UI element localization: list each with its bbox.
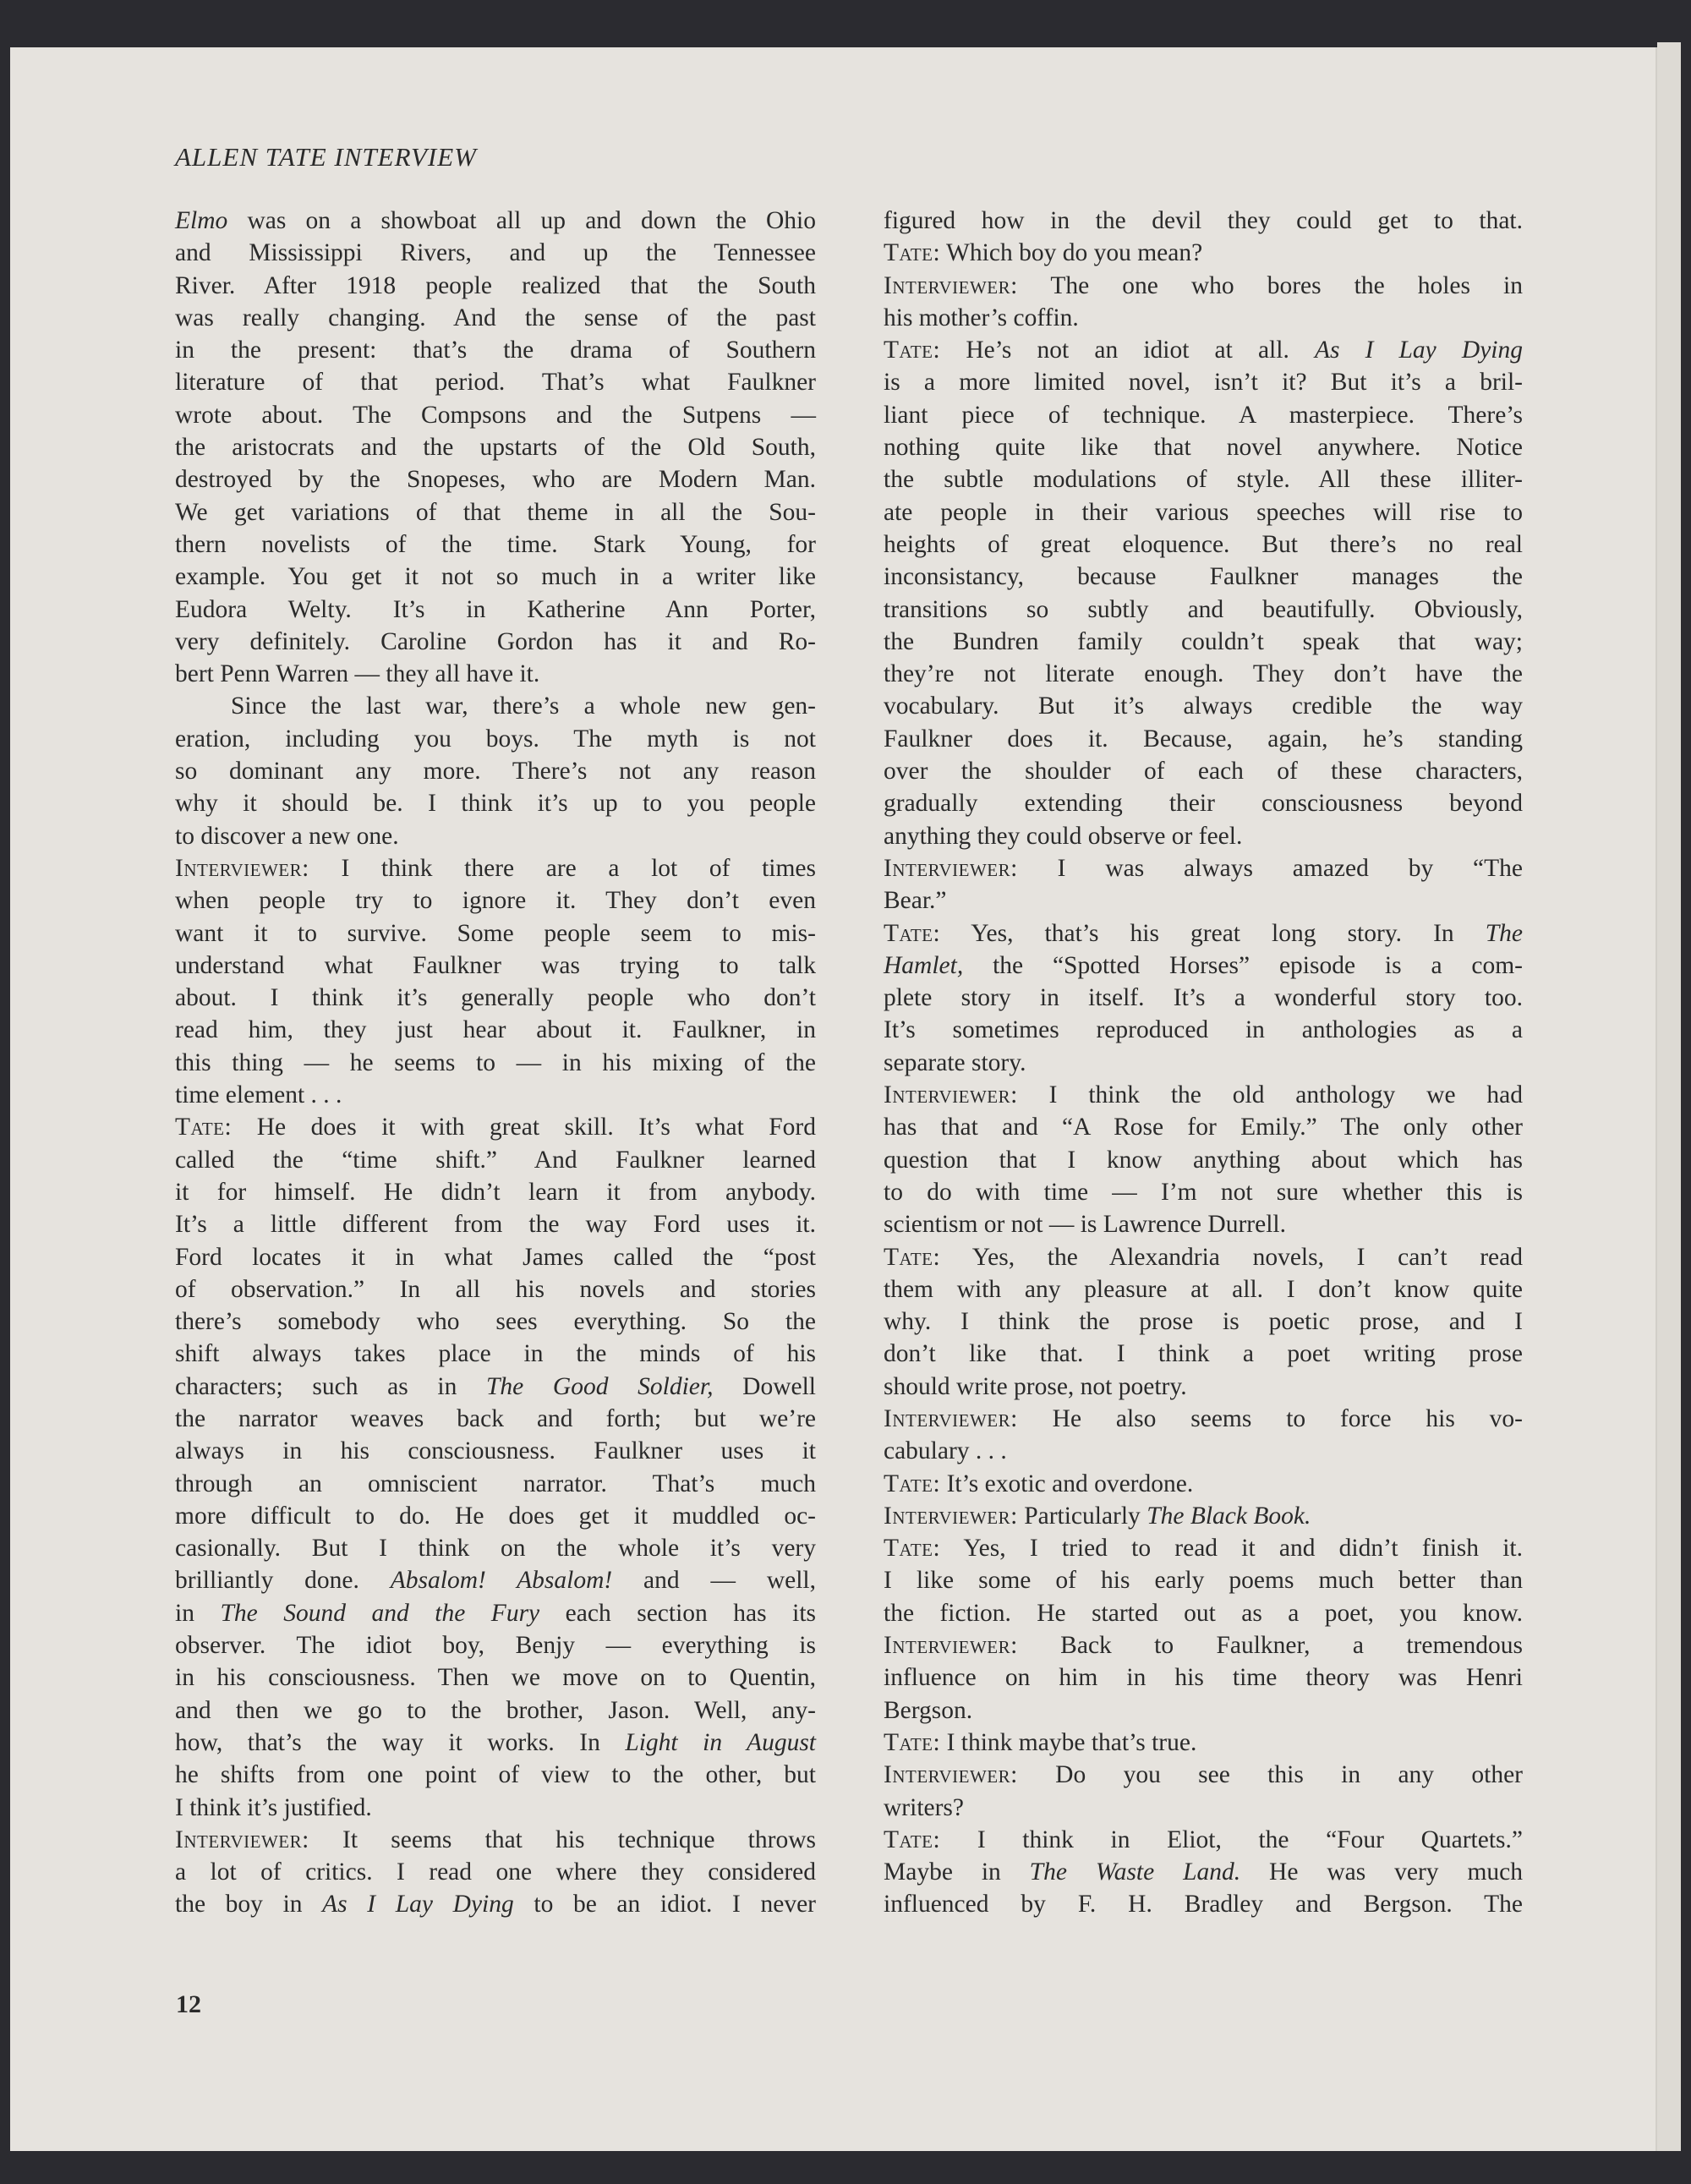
italic-title: As I Lay Dying	[1314, 337, 1523, 364]
text-run: transitions so subtly and beautifully. Obviously,	[884, 595, 1523, 623]
text-run: Bergson.	[884, 1696, 973, 1724]
speaker-label: Tate:	[175, 1114, 233, 1141]
text-run: Ford locates it in what James called the “post	[175, 1243, 816, 1271]
text-line	[884, 1564, 1523, 1596]
text-line	[175, 1759, 816, 1791]
text-line	[884, 561, 1523, 593]
page-number: 12	[176, 1990, 201, 2018]
text-line	[175, 1208, 816, 1240]
text-line	[175, 852, 816, 884]
text-line	[884, 723, 1523, 755]
text-line	[175, 1371, 816, 1403]
text-run: Do you see this in any other	[1017, 1761, 1523, 1789]
text-line	[175, 982, 816, 1014]
text-line	[175, 1597, 816, 1629]
text-run: cabulary . . .	[884, 1437, 1007, 1465]
text-line	[884, 1468, 1523, 1500]
text-line	[884, 1371, 1523, 1403]
text-line	[175, 1792, 816, 1824]
text-run: He’s not an idiot at all.	[940, 337, 1315, 364]
text-line	[175, 1824, 816, 1856]
text-line	[884, 1694, 1523, 1727]
text-line	[884, 1305, 1523, 1338]
text-run: nothing quite like that novel anywhere. Notice	[884, 434, 1523, 462]
text-run: when people try to ignore it. They don’t even	[175, 887, 816, 915]
text-run: through an omniscient narrator. That’s much	[175, 1470, 816, 1497]
text-run: I think there are a lot of times	[309, 854, 816, 882]
italic-title: The Waste Land.	[1029, 1858, 1241, 1886]
italic-title: The	[1485, 919, 1523, 947]
text-line	[884, 1079, 1523, 1111]
running-header: ALLEN TATE INTERVIEW	[175, 142, 478, 172]
text-run: writers?	[884, 1793, 965, 1821]
text-line	[884, 1208, 1523, 1240]
text-line	[884, 205, 1523, 237]
text-line	[884, 463, 1523, 495]
text-line	[175, 917, 816, 950]
text-run: should write prose, not poetry.	[884, 1372, 1187, 1400]
text-run: gradually extending their consciousness beyond	[884, 790, 1523, 818]
text-line	[175, 658, 816, 690]
text-run: each section has its	[539, 1599, 816, 1627]
text-line	[884, 982, 1523, 1014]
text-run: more difficult to do. He does get it muddled oc-	[175, 1502, 816, 1530]
text-run: the aristocrats and the upstarts of the Old South,	[175, 434, 816, 462]
text-line	[175, 1532, 816, 1564]
text-run: has that and “A Rose for Emily.” The only other	[884, 1114, 1523, 1141]
text-run: understand what Faulkner was trying to talk	[175, 951, 816, 979]
text-run: the fiction. He started out as a poet, you know.	[884, 1599, 1523, 1627]
text-line	[175, 1435, 816, 1467]
text-line	[175, 528, 816, 561]
text-line	[884, 884, 1523, 917]
text-run: the boy in	[175, 1891, 323, 1919]
speaker-label: Interviewer:	[175, 1825, 309, 1853]
text-run: in	[175, 1599, 221, 1627]
speaker-label: Tate:	[884, 1470, 941, 1497]
text-run: eration, including you boys. The myth is not	[175, 725, 816, 753]
text-run: there’s somebody who sees everything. So the	[175, 1308, 816, 1336]
text-run: observer. The idiot boy, Benjy — everything is	[175, 1632, 816, 1660]
text-line	[175, 270, 816, 302]
text-run: casionally. But I think on the whole it’s very	[175, 1535, 816, 1563]
text-run: Yes, that’s his great long story. In	[940, 919, 1486, 947]
text-line	[175, 205, 816, 237]
italic-title: Absalom! Absalom!	[390, 1567, 613, 1595]
text-line	[884, 1532, 1523, 1564]
text-run: and then we go to the brother, Jason. Well, any-	[175, 1696, 816, 1724]
text-line	[175, 626, 816, 658]
text-line	[175, 950, 816, 982]
text-line	[175, 1661, 816, 1694]
text-line	[175, 1273, 816, 1305]
text-line	[884, 658, 1523, 690]
text-line	[884, 626, 1523, 658]
text-line	[884, 787, 1523, 819]
text-line	[884, 1176, 1523, 1208]
text-line	[175, 561, 816, 593]
speaker-label: Tate:	[884, 919, 941, 947]
text-line	[175, 1111, 816, 1143]
text-line	[175, 1241, 816, 1273]
text-line	[884, 237, 1523, 269]
text-run: Eudora Welty. It’s in Katherine Ann Porter,	[175, 595, 816, 623]
text-run: It’s a little different from the way Ford uses it.	[175, 1211, 816, 1239]
next-page-edge	[1657, 42, 1681, 2151]
text-line	[884, 950, 1523, 982]
italic-title: Elmo	[175, 207, 228, 234]
text-run: this thing — he seems to — in his mixing of the	[175, 1048, 816, 1076]
text-run: influence on him in his time theory was Henri	[884, 1664, 1523, 1692]
text-run: want it to survive. Some people seem to mis-	[175, 919, 816, 947]
text-line	[884, 431, 1523, 463]
text-run: called the “time shift.” And Faulkner learned	[175, 1146, 816, 1174]
text-run: to be an idiot. I never	[513, 1891, 816, 1919]
text-line	[884, 496, 1523, 528]
text-line	[884, 917, 1523, 950]
text-line	[175, 334, 816, 366]
text-run: question that I know anything about which has	[884, 1146, 1523, 1174]
text-line	[884, 1661, 1523, 1694]
text-line	[884, 1435, 1523, 1467]
text-run: about. I think it’s generally people who don’t	[175, 984, 816, 1012]
text-run: Faulkner does it. Because, again, he’s standing	[884, 725, 1523, 753]
italic-title: Hamlet,	[884, 951, 964, 979]
text-run: example. You get it not so much in a writer like	[175, 563, 816, 591]
text-run: I think maybe that’s true.	[940, 1728, 1197, 1756]
text-run: River. After 1918 people realized that the South	[175, 271, 816, 299]
text-line	[175, 431, 816, 463]
text-line	[175, 1727, 816, 1759]
text-run: the Bundren family couldn’t speak that way;	[884, 627, 1523, 655]
text-line	[884, 302, 1523, 334]
text-run: separate story.	[884, 1048, 1026, 1076]
text-run: and — well,	[612, 1567, 817, 1595]
text-line	[175, 237, 816, 269]
page-gutter-line	[1655, 47, 1657, 2151]
text-run: It’s sometimes reproduced in anthologies as a	[884, 1016, 1523, 1044]
text-run: We get variations of that theme in all the Sou-	[175, 498, 816, 526]
text-run: thern novelists of the time. Stark Young, for	[175, 530, 816, 558]
text-line	[884, 594, 1523, 626]
text-line	[175, 1014, 816, 1046]
text-run: It seems that his technique throws	[309, 1825, 816, 1853]
text-run: plete story in itself. It’s a wonderful story too.	[884, 984, 1523, 1012]
text-run: the “Spotted Horses” episode is a com-	[963, 951, 1523, 979]
text-run: wrote about. The Compsons and the Sutpens —	[175, 401, 816, 429]
text-line	[884, 1144, 1523, 1176]
italic-title: The Black Book.	[1146, 1502, 1311, 1530]
text-line	[884, 820, 1523, 852]
text-line	[175, 1403, 816, 1435]
text-run: he shifts from one point of view to the other, but	[175, 1761, 816, 1789]
text-run: time element . . .	[175, 1081, 342, 1109]
text-run: He also seems to force his vo-	[1017, 1404, 1523, 1432]
text-line	[884, 1792, 1523, 1824]
text-run: inconsistancy, because Faulkner manages the	[884, 563, 1523, 591]
text-line	[884, 1273, 1523, 1305]
text-line	[175, 1144, 816, 1176]
text-run: destroyed by the Snopeses, who are Modern Man.	[175, 466, 816, 494]
text-run: brilliantly done.	[175, 1567, 391, 1595]
text-line	[884, 528, 1523, 561]
text-line	[175, 1047, 816, 1079]
text-line	[884, 1403, 1523, 1435]
text-line	[175, 1694, 816, 1727]
text-run: characters; such as in	[175, 1372, 487, 1400]
text-run: scientism or not — is Lawrence Durrell.	[884, 1211, 1286, 1239]
text-line	[175, 723, 816, 755]
text-line	[175, 1856, 816, 1888]
speaker-label: Interviewer:	[884, 1632, 1018, 1660]
text-line	[175, 787, 816, 819]
text-run: Maybe in	[884, 1858, 1030, 1886]
text-line	[175, 1079, 816, 1111]
text-line	[884, 1014, 1523, 1046]
text-run: of observation.” In all his novels and stories	[175, 1275, 816, 1303]
text-line	[175, 820, 816, 852]
text-line	[884, 334, 1523, 366]
text-run: Particularly	[1017, 1502, 1147, 1530]
text-line	[175, 884, 816, 917]
text-line	[884, 1888, 1523, 1920]
text-line	[175, 366, 816, 398]
text-run: ate people in their various speeches will rise to	[884, 498, 1523, 526]
text-line	[884, 1727, 1523, 1759]
text-line	[175, 1305, 816, 1338]
text-run: in the present: that’s the drama of Southern	[175, 337, 816, 364]
text-run: Yes, the Alexandria novels, I can’t read	[940, 1243, 1523, 1271]
text-line	[175, 1500, 816, 1532]
text-line	[175, 1468, 816, 1500]
speaker-label: Tate:	[884, 1728, 941, 1756]
text-line	[884, 1759, 1523, 1791]
speaker-label: Interviewer:	[884, 854, 1018, 882]
right-column	[884, 205, 1523, 1921]
text-line	[884, 1500, 1523, 1532]
text-line	[175, 755, 816, 787]
text-run: The one who bores the holes in	[1017, 271, 1523, 299]
text-run: It’s exotic and overdone.	[940, 1470, 1194, 1497]
text-line	[175, 1888, 816, 1920]
text-run: don’t like that. I think a poet writing prose	[884, 1340, 1523, 1368]
text-run: they’re not literate enough. They don’t have the	[884, 660, 1523, 688]
speaker-label: Tate:	[884, 1535, 941, 1563]
text-run: and Mississippi Rivers, and up the Tennessee	[175, 239, 816, 267]
text-line	[175, 302, 816, 334]
italic-title: The Good Soldier,	[486, 1372, 714, 1400]
italic-title: As I Lay Dying	[322, 1891, 514, 1919]
text-run: over the shoulder of each of these characters,	[884, 758, 1523, 785]
text-line	[884, 1338, 1523, 1370]
text-run: was really changing. And the sense of the past	[175, 304, 816, 331]
text-run: his mother’s coffin.	[884, 304, 1079, 331]
text-run: Which boy do you mean?	[940, 239, 1203, 267]
speaker-label: Interviewer:	[884, 271, 1018, 299]
text-run: it for himself. He didn’t learn it from anybody.	[175, 1178, 816, 1206]
text-run: shift always takes place in the minds of his	[175, 1340, 816, 1368]
text-line	[175, 1629, 816, 1661]
text-run: He was very much	[1240, 1858, 1523, 1886]
text-line	[175, 463, 816, 495]
text-run: Bear.”	[884, 887, 947, 915]
text-run: so dominant any more. There’s not any reason	[175, 758, 816, 785]
text-run: read him, they just hear about it. Faulkner, in	[175, 1016, 816, 1044]
text-run: I think the old anthology we had	[1017, 1081, 1523, 1109]
speaker-label: Tate:	[884, 1243, 941, 1271]
text-run: a lot of critics. I read one where they considered	[175, 1858, 816, 1886]
speaker-label: Interviewer:	[884, 1502, 1018, 1530]
text-line	[884, 1597, 1523, 1629]
text-run: Back to Faulkner, a tremendous	[1017, 1632, 1523, 1660]
text-line	[884, 399, 1523, 431]
text-line	[175, 594, 816, 626]
text-run: Since the last war, there’s a whole new gen-	[231, 692, 816, 720]
text-line	[175, 399, 816, 431]
text-line	[175, 1338, 816, 1370]
text-run: vocabulary. But it’s always credible the way	[884, 692, 1523, 720]
text-run: Dowell	[713, 1372, 816, 1400]
text-line	[175, 1564, 816, 1596]
text-line	[175, 1176, 816, 1208]
text-line	[884, 852, 1523, 884]
text-line	[884, 366, 1523, 398]
text-run: how, that’s the way it works. In	[175, 1728, 626, 1756]
text-run: liant piece of technique. A masterpiece. There’s	[884, 401, 1523, 429]
text-line	[884, 690, 1523, 722]
text-run: influenced by F. H. Bradley and Bergson. The	[884, 1891, 1523, 1919]
text-run: bert Penn Warren — they all have it.	[175, 660, 540, 688]
speaker-label: Tate:	[884, 239, 941, 267]
speaker-label: Interviewer:	[884, 1081, 1018, 1109]
speaker-label: Interviewer:	[884, 1761, 1018, 1789]
text-run: in his consciousness. Then we move on to Quentin,	[175, 1664, 816, 1692]
text-line	[175, 690, 816, 722]
text-run: figured how in the devil they could get to that.	[884, 207, 1523, 234]
text-run: anything they could observe or feel.	[884, 822, 1243, 850]
text-run: I think it’s justified.	[175, 1793, 372, 1821]
text-run: always in his consciousness. Faulkner uses it	[175, 1437, 816, 1465]
text-run: heights of great eloquence. But there’s no real	[884, 530, 1523, 558]
text-run: why it should be. I think it’s up to you people	[175, 790, 816, 818]
italic-title: The Sound and the Fury	[220, 1599, 540, 1627]
text-run: was on a showboat all up and down the Ohio	[227, 207, 816, 234]
text-line	[884, 1824, 1523, 1856]
text-run: them with any pleasure at all. I don’t know quite	[884, 1275, 1523, 1303]
text-run: He does it with great skill. It’s what Ford	[232, 1114, 816, 1141]
text-line	[175, 496, 816, 528]
speaker-label: Tate:	[884, 337, 941, 364]
speaker-label: Tate:	[884, 1825, 941, 1853]
text-run: Yes, I tried to read it and didn’t finish it.	[940, 1535, 1523, 1563]
text-line	[884, 1241, 1523, 1273]
left-column	[175, 205, 816, 1921]
text-line	[884, 755, 1523, 787]
speaker-label: Interviewer:	[175, 854, 309, 882]
text-run: I think in Eliot, the “Four Quartets.”	[940, 1825, 1523, 1853]
text-run: very definitely. Caroline Gordon has it and Ro-	[175, 627, 816, 655]
text-line	[884, 270, 1523, 302]
text-line	[884, 1629, 1523, 1661]
italic-title: Light in August	[625, 1728, 816, 1756]
text-line	[884, 1047, 1523, 1079]
text-run: the narrator weaves back and forth; but we’re	[175, 1404, 816, 1432]
speaker-label: Interviewer:	[884, 1404, 1018, 1432]
text-run: to do with time — I’m not sure whether this is	[884, 1178, 1523, 1206]
text-run: I like some of his early poems much better than	[884, 1567, 1523, 1595]
text-run: to discover a new one.	[175, 822, 399, 850]
text-run: I was always amazed by “The	[1017, 854, 1523, 882]
text-run: literature of that period. That’s what Faulkner	[175, 369, 816, 397]
text-run: the subtle modulations of style. All these illiter-	[884, 466, 1523, 494]
text-line	[884, 1111, 1523, 1143]
text-run: why. I think the prose is poetic prose, and I	[884, 1308, 1523, 1336]
text-run: is a more limited novel, isn’t it? But it’s a bril-	[884, 369, 1523, 397]
text-line	[884, 1856, 1523, 1888]
